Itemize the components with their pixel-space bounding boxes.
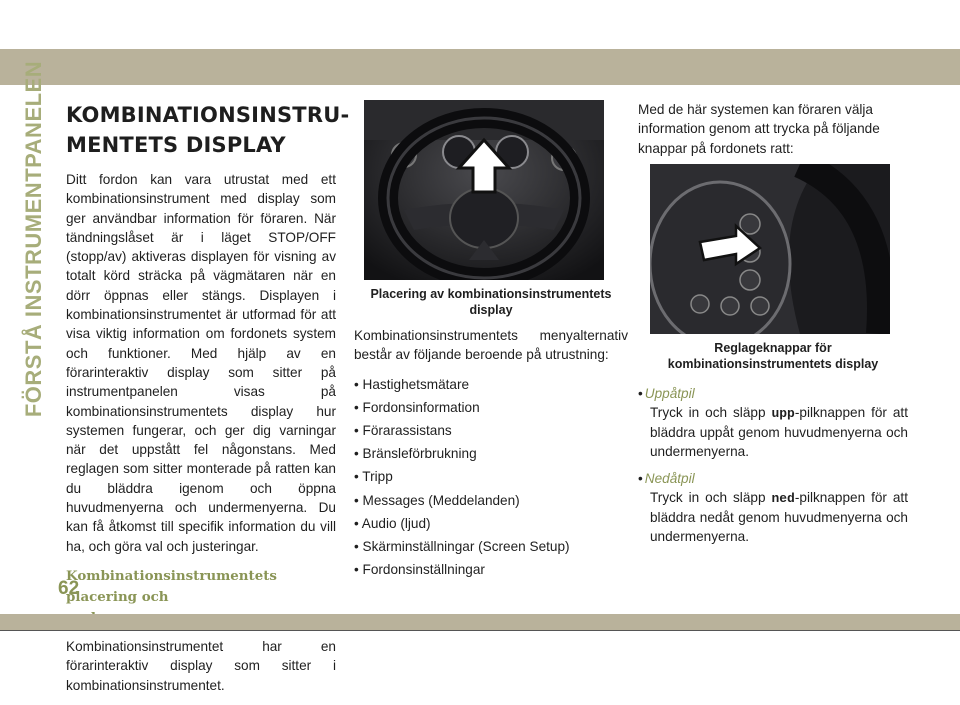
list-item: • Messages (Meddelanden): [354, 492, 520, 508]
bullet: •: [638, 385, 643, 401]
column-2: [354, 100, 628, 583]
list-item: • Fordonsinställningar: [354, 562, 485, 578]
page-title-line-1: KOMBINATIONSINSTRU-: [66, 103, 350, 127]
steering-wheel-photo: [364, 100, 604, 280]
bottom-band: [0, 614, 960, 630]
caption-1-line-2: display: [469, 303, 513, 317]
steering-controls-photo: [650, 164, 890, 334]
option-down-text-after: -pilknappen för att bläddra nedåt genom huvudmenyerna och undermenyerna.: [650, 489, 908, 544]
menu-options-list: [354, 375, 628, 580]
list-item: • Fordonsinformation: [354, 399, 480, 415]
menu-intro-paragraph: Kombinationsinstrumentets menyalternativ består av följande beroende på utrustning:: [354, 328, 628, 363]
column-3: [638, 100, 908, 546]
option-up-arrow: [638, 384, 908, 461]
intro-paragraph: Ditt fordon kan vara utrustat med ett kombinationsinstrument med display som ger användbar information för föraren. När tändningslåset är i läget STOP/OFF (stopp/av) aktiveras displayen för visning av totalt körd sträcka på vägmätaren när en dörr öppnas eller stängs. Displayen i kombinationsinstrumentet är utformad för att visa viktig information om fordonets system och funktioner. Med hjälp av en förarinteraktiv display som sitter på instrumentpanelen visas på kombinationsinstrumentets display hur systemen fungerar, och ger dig varningar när det uppstått fel någonstans. Med reglagen som sitter monterade på ratten kan du bläddra igenom och öppna huvudmenyerna och undermenyerna. Du kan få åtkomst till specifik information du vill ha, och göra val och justeringar.: [66, 172, 336, 554]
list-item: • Förarassistans: [354, 422, 452, 438]
list-item: • Audio (ljud): [354, 515, 431, 531]
option-down-text-before: Tryck in och släpp: [650, 489, 772, 505]
caption-1-line-1: Placering av kombinationsinstrumentets: [370, 287, 612, 301]
top-band: [0, 49, 960, 85]
page-number: 62: [58, 578, 80, 599]
placement-paragraph: Kombinationsinstrumentet har en förarinteraktiv display som sitter i kombinationsinstrumentet.: [66, 638, 336, 693]
steering-controls-illustration: [650, 164, 890, 334]
bottom-rule: [0, 630, 960, 631]
option-up-heading-text: Uppåtpil: [644, 385, 695, 401]
option-down-keyword: ned: [771, 490, 795, 506]
steering-wheel-illustration: [364, 100, 604, 280]
list-item: • Bränsleförbrukning: [354, 446, 477, 462]
controls-intro-paragraph: Med de här systemen kan föraren välja information genom att trycka på följande knappar på fordonets ratt:: [638, 102, 880, 156]
figure-caption-1: [354, 286, 628, 318]
option-up-text-before: Tryck in och släpp: [650, 404, 772, 420]
option-down-description: [638, 488, 908, 546]
section-side-label: [20, 60, 48, 418]
caption-2-line-1: Reglageknappar för: [714, 340, 832, 355]
side-label-text: FÖRSTÅ INSTRUMENTPANELEN: [21, 60, 47, 418]
figure-caption-2: [638, 340, 908, 372]
page-title: [66, 100, 350, 160]
bullet: •: [638, 470, 643, 486]
option-up-text-after: -pilknappen för att bläddra uppåt genom huvudmenyerna och undermenyerna.: [650, 404, 908, 459]
option-down-heading-text: Nedåtpil: [644, 470, 695, 486]
option-up-keyword: upp: [771, 405, 795, 421]
option-up-description: [638, 403, 908, 461]
list-item: • Tripp: [354, 469, 393, 485]
page-title-line-2: MENTETS DISPLAY: [66, 133, 286, 157]
list-item: • Skärminställningar (Screen Setup): [354, 538, 570, 554]
list-item: • Hastighetsmätare: [354, 376, 470, 392]
option-up-heading: [638, 384, 908, 403]
option-down-heading: [638, 469, 908, 488]
option-down-arrow: [638, 469, 908, 546]
caption-2-line-2: kombinationsinstrumentets display: [667, 356, 879, 371]
subheading-line-1: Kombinationsinstrumentets placering och: [66, 567, 277, 605]
